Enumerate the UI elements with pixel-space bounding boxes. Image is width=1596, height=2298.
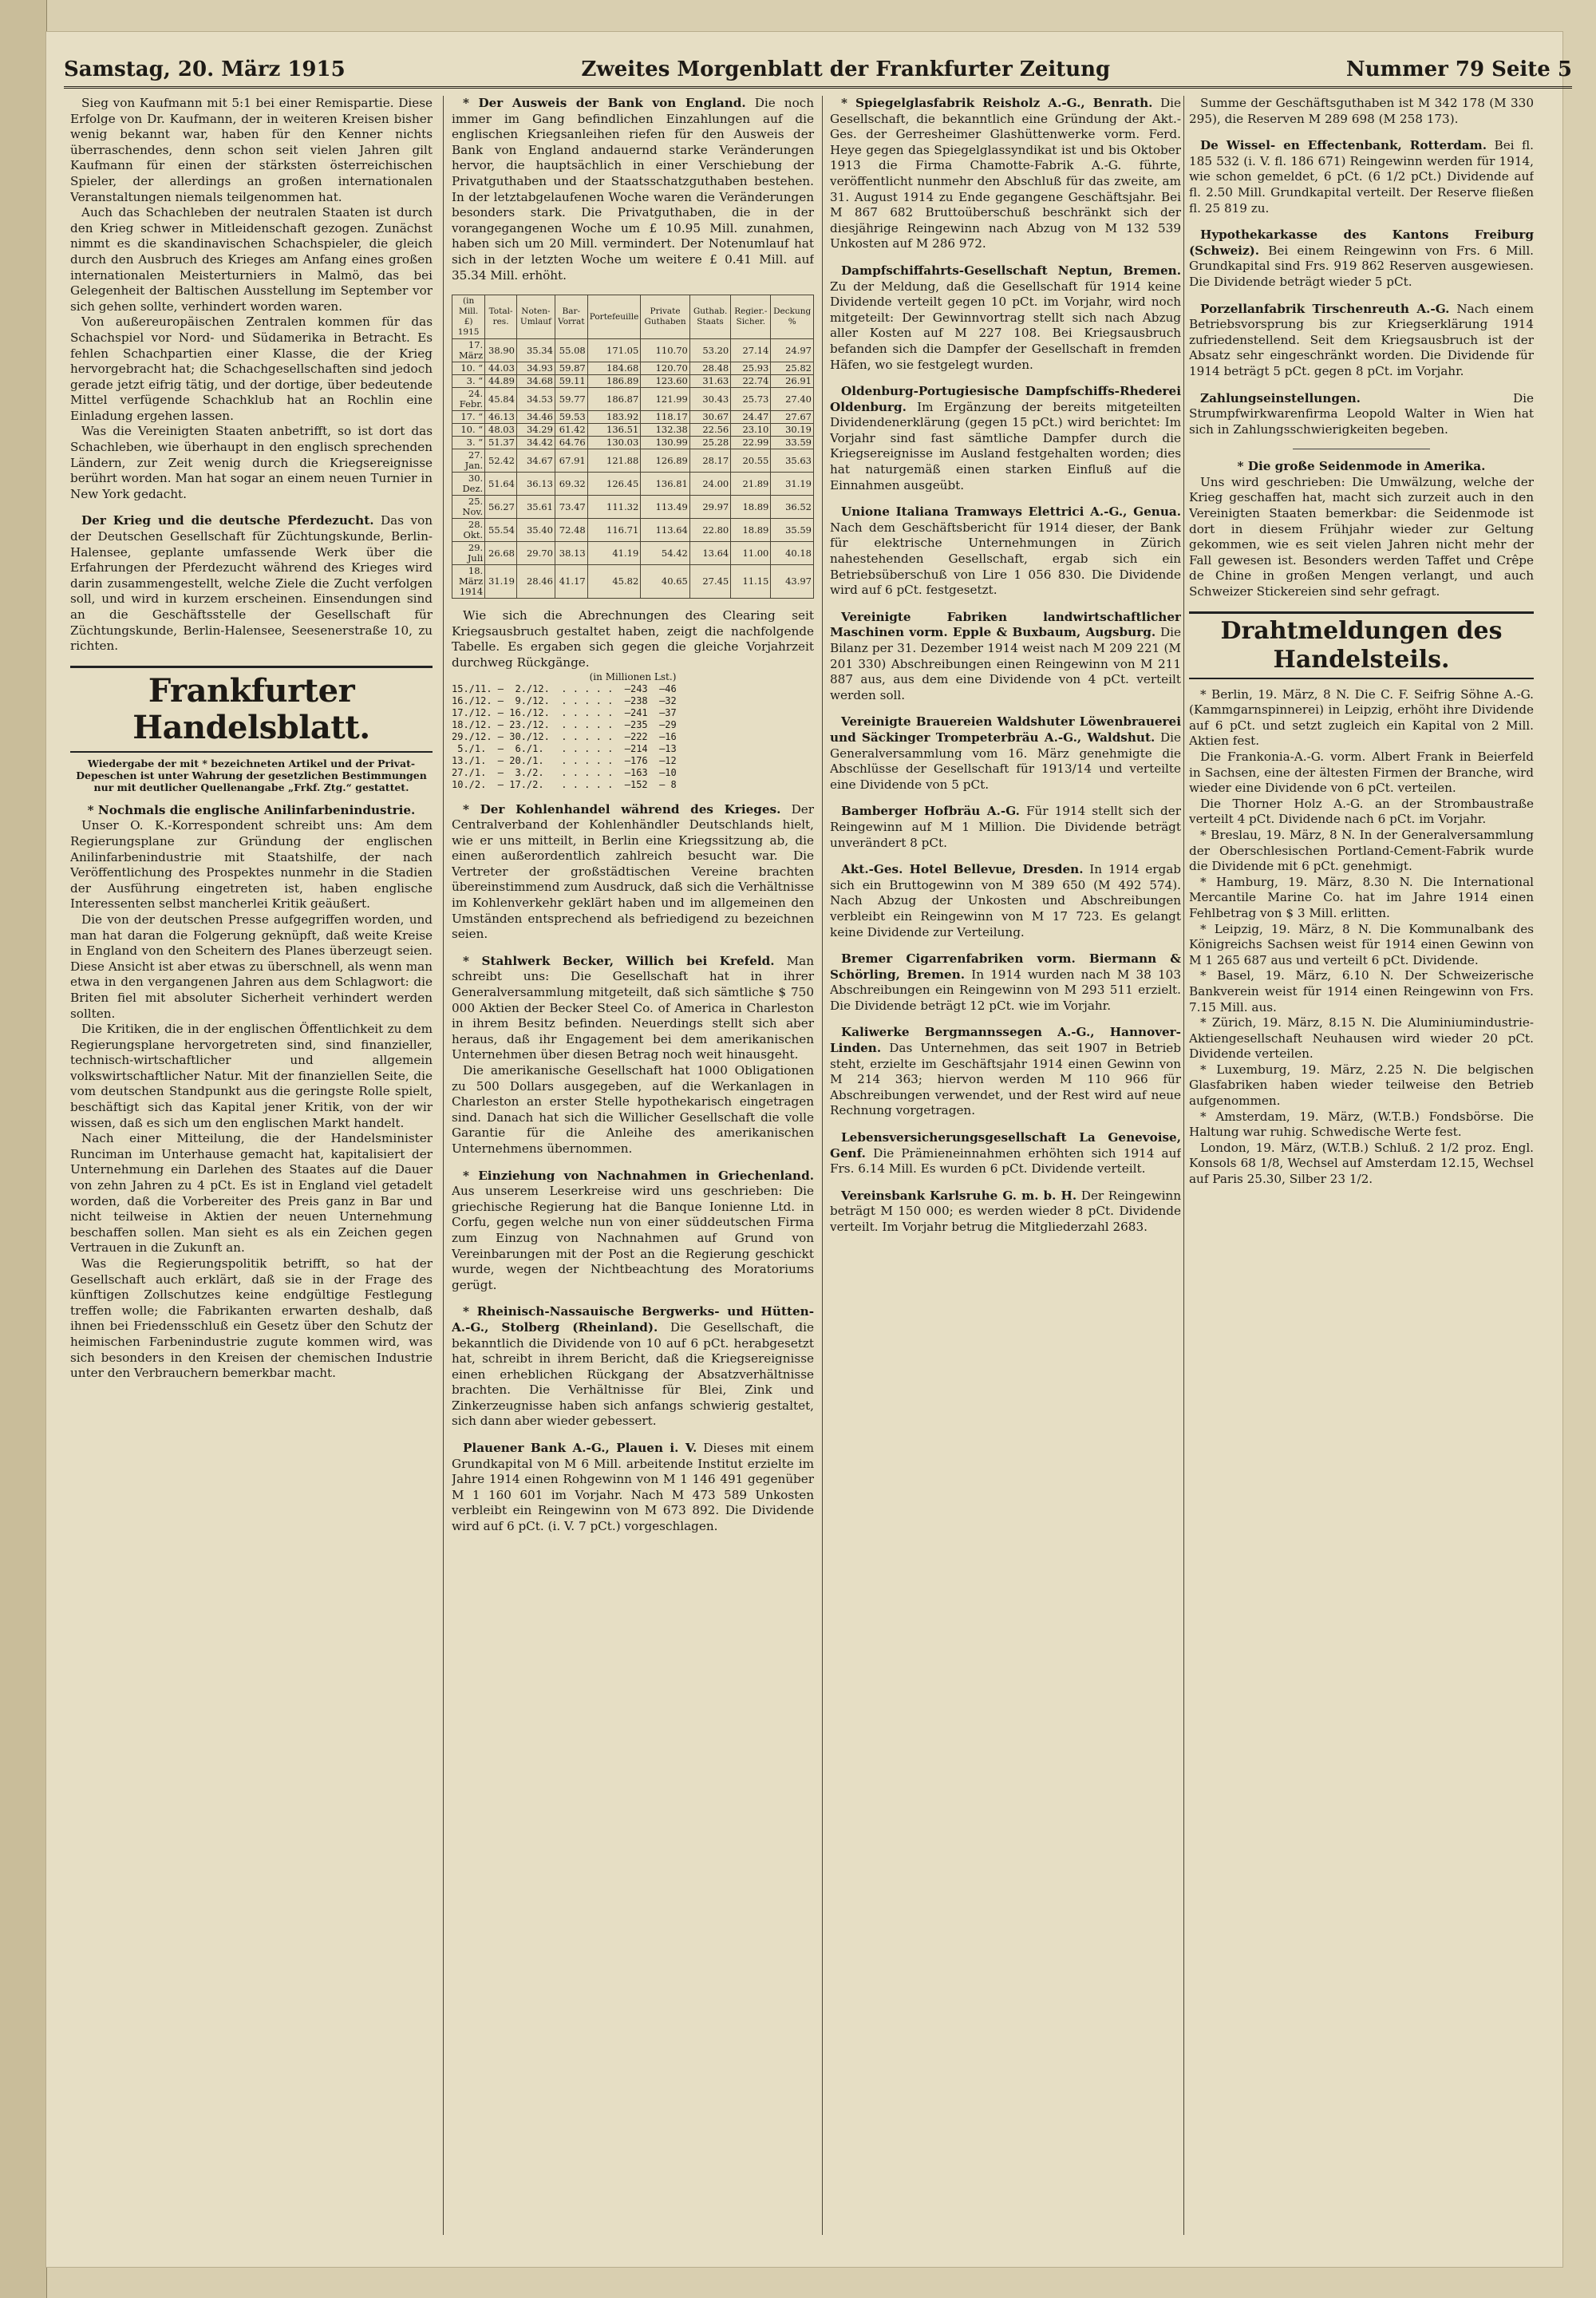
table-cell: 35.63	[771, 449, 814, 473]
wire-item: * Breslau, 19. März, 8 N. In der Generalversammlung der Oberschlesischen Portland-Cement-Fabrik wurde die Dividende mit 6 pCt. genehmigt.	[1189, 827, 1534, 874]
article-body: Die Gesellschaft, die bekanntlich die Dividende von 10 auf 6 pCt. herabgesetzt hat, schreibt in ihrem Bericht, daß die Kriegsereignisse einen erheblichen Rückgang der Absatzverhältnisse brachten. Die Verhältnisse für Blei, Zink und Zinkerzeugnisse haben sich anfangs schwierig gestaltet, sich dann aber wieder gebessert.	[452, 1319, 814, 1429]
article-body: Das von der Deutschen Gesellschaft für Züchtungskunde, Berlin-Halensee, geplante umfassende Werk über die Erfahrungen der Pferdezucht während des Krieges wird darin zusammengestellt, welche Ziele die Zucht verfolgen soll, und wird in kurzem erscheinen. Einsendungen sind an die Geschäftsstelle der Gesellschaft für Züchtungskunde, Berlin-Halensee, Seesenerstraße 10, zu richten.	[70, 513, 433, 654]
table-cell: 40.18	[771, 542, 814, 565]
table-cell: 51.37	[485, 437, 517, 449]
article-lead: Lebensversicherungsgesellschaft La Genevoise, Genf.	[830, 1130, 1181, 1161]
spiegelglas-article	[830, 96, 1181, 252]
table-cell: 11.15	[731, 565, 771, 599]
table-cell: 126.89	[641, 449, 690, 473]
article-lead: Vereinsbank Karlsruhe G. m. b. H.	[841, 1188, 1077, 1203]
table-cell: 30. Dez.	[452, 473, 485, 496]
article-body: Zu der Meldung, daß die Gesellschaft für 1914 keine Dividende verteilt gegen 10 pCt. im Vorjahr, wird noch mitgeteilt: Der Gewinnvortrag stellt sich nach Abzug aller Kosten auf M 227 108. Bei Kriegsausbruch befanden sich die Dampfer der Gesellschaft in fremden Häfen, wo sie festgelegt wurden.	[830, 279, 1181, 372]
clearing-article	[452, 608, 814, 790]
wire-item: * Zürich, 19. März, 8.15 N. Die Aluminiumindustrie-Aktiengesellschaft Neuhausen wird wieder 20 pCt. Dividende verteilen.	[1189, 1015, 1534, 1062]
table-cell: 59.11	[555, 375, 587, 388]
article-lead: Oldenburg-Portugiesische Dampfschiffs-Rhederei Oldenburg.	[830, 384, 1181, 414]
table-cell: 27.45	[689, 565, 730, 599]
wire-item: London, 19. März, (W.T.B.) Schluß. 2 1/2 proz. Engl. Konsols 68 1/8, Wechsel auf Amsterdam 12.15, Wechsel auf Paris 25.30, Silber 23 1/2.	[1189, 1140, 1534, 1187]
seide-article	[1189, 459, 1534, 599]
unione-article	[830, 504, 1181, 599]
table-cell: 44.03	[485, 362, 517, 375]
article-lead: * Stahlwerk Becker, Willich bei Krefeld.	[463, 953, 775, 968]
table-cell: 59.53	[555, 411, 587, 424]
table-cell: 25. Nov.	[452, 496, 485, 519]
article-body: Die Strumpfwirkwarenfirma Leopold Walter in Wien hat sich in Zahlungsschwierigkeiten begeben.	[1189, 390, 1534, 437]
table-cell: 116.71	[587, 519, 641, 542]
article-body: In 1914 wurden nach M 38 103 Abschreibungen ein Reingewinn von M 293 511 erzielt. Die Dividende beträgt 12 pCt. wie im Vorjahr.	[830, 967, 1181, 1013]
table-cell: 3. “	[452, 375, 485, 388]
article-body: Für 1914 stellt sich der Reingewinn auf M 1 Million. Die Dividende beträgt unverändert 8 pCt.	[830, 804, 1181, 850]
article-body: Das Unternehmen, das seit 1907 in Betrieb steht, erzielte im Geschäftsjahr 1914 einen Gewinn von M 214 363; hiervon werden M 110 966 für Abschreibungen verwendet, und der Rest wird auf neue Rechnung vorgetragen.	[830, 1041, 1181, 1118]
table-cell: 27.67	[771, 411, 814, 424]
paragraph: Die von der deutschen Presse aufgegriffen worden, und man hat daran die Folgerung geknüpft, daß weite Kreise in England von den Scheitern des Planes überzeugt seien. Diese Ansicht ist aber etwas zu überschnell, als wenn man etwa in den vergangenen Jahren aus dem Schlagwort: die Briten fiel mit absoluter Sicherheit verhindert werden sollten.	[70, 912, 433, 1021]
table-cell: 67.91	[555, 449, 587, 473]
column-rule	[1183, 96, 1184, 2235]
table-cell: 34.67	[516, 449, 555, 473]
table-cell: 73.47	[555, 496, 587, 519]
article-body: Der Centralverband der Kohlenhändler Deutschlands hielt, wie er uns mitteilt, in Berlin eine Kriegssitzung ab, die einen außerordentlich zahlreich besucht war. Die Vertreter der großstädtischen Vereine brachten übereinstimmend zum Ausdruck, daß sich die Verhältnisse im Kohlenverkehr geklärt haben und im allgemeinen den Umständen entsprechend als befriedigend zu bezeichnen seien.	[452, 801, 814, 942]
zahlung-article	[1189, 391, 1534, 438]
table-cell: 41.17	[555, 565, 587, 599]
table-cell: 126.45	[587, 473, 641, 496]
table-row	[452, 339, 814, 362]
genevoise-article	[830, 1130, 1181, 1177]
table-cell: 31.19	[485, 565, 517, 599]
article-body: Aus unserem Leserkreise wird uns geschrieben: Die griechische Regierung hat die Banque Ionienne Ltd. in Corfu, gegen welche nun von einer süddeutschen Firma zum Einzug von Nachnahmen auf Grund von Vereinbarungen mit der Post an die Regierung geschickt wurde, wegen der Nichtbeachtung des Moratoriums gerügt.	[452, 1184, 814, 1292]
clearing-table: 15./11. — 2./12. . . . . . —243 —46 16./12. — 9./12. . . . . . —238 —32 17./12. — 16./12. . . . . . —241 —37 18./12. — 23./12. . . . . . —235 —29 29./12. — 30./12. . . . . . —222 —16 5./1. — 6./1. . . . . . —214 —13 13./1. — 20./1. . . . . . —176 —12 27./1. — 3./2. . . . . . —163 —10 10./2. — 17./2. . . . . . —152 — 8	[452, 682, 677, 790]
table-cell: 72.48	[555, 519, 587, 542]
table-cell: 28. Okt.	[452, 519, 485, 542]
table-cell: 27.14	[731, 339, 771, 362]
bank-of-england-article	[452, 96, 814, 283]
coal-article	[452, 802, 814, 943]
table-cell: 24.97	[771, 339, 814, 362]
article-lead: De Wissel- en Effectenbank, Rotterdam.	[1200, 138, 1487, 153]
table-cell: 136.51	[587, 424, 641, 437]
table-cell: 45.84	[485, 388, 517, 411]
table-cell: 52.42	[485, 449, 517, 473]
article-body: Bei fl. 185 532 (i. V. fl. 186 671) Reingewinn werden für 1914, wie schon gemeldet, 6 pCt. (6 1/2 pCt.) Dividende auf fl. 2.50 Mill. Grundkapital verteilt. Der Reserve fließen fl. 25 819 zu.	[1189, 138, 1534, 216]
bremer-article	[830, 951, 1181, 1014]
article-lead: Hypothekarkasse des Kantons Freiburg (Schweiz).	[1189, 227, 1534, 258]
column-rule	[443, 96, 444, 2235]
paragraph: Wie sich die Abrechnungen des Clearing seit Kriegsausbruch gestaltet haben, zeigt die nachfolgende Tabelle. Es ergaben sich gegen die gleiche Vorjahrzeit durchweg Rückgänge.	[452, 608, 814, 670]
table-cell: 38.90	[485, 339, 517, 362]
article-lead: Unione Italiana Tramways Elettrici A.-G., Genua.	[841, 504, 1181, 520]
table-cell: 24.00	[689, 473, 730, 496]
table-cell: 24. Febr.	[452, 388, 485, 411]
article-body: Dieses mit einem Grundkapital von M 6 Mill. arbeitende Institut erzielte im Jahre 1914 einen Rohgewinn von M 1 146 491 gegenüber M 1 160 601 im Vorjahr. Nach M 473 589 Unkosten verbleibt ein Reingewinn von M 673 892. Die Dividende wird auf 6 pCt. (i. V. 7 pCt.) vorgeschlagen.	[452, 1441, 814, 1534]
table-cell: 29. Juli	[452, 542, 485, 565]
table-cell: 121.88	[587, 449, 641, 473]
paragraph: Unser O. K.-Korrespondent schreibt uns: Am dem Regierungsplane zur Gründung der englischen Anilinfarbenindustrie mit Staatshilfe, der nach Veröffentlichung des Prospektes nunmehr in die Stadien der Ausführung eingetreten ist, haben englische Interessenten selbst mancherlei Kritik geäußert.	[70, 818, 433, 912]
page-header	[64, 46, 1572, 89]
table-cell: 21.89	[731, 473, 771, 496]
table-cell: 25.28	[689, 437, 730, 449]
table-cell: 27.40	[771, 388, 814, 411]
table-cell: 38.13	[555, 542, 587, 565]
table-header: Portefeuille	[587, 295, 641, 339]
article-body: Im Ergänzung der bereits mitgeteilten Dividendenerklärung (gegen 15 pCt.) wird berichtet: Im Vorjahr sind fast sämtliche Dampfer durch die Kriegsereignisse im Ausland festgehalten worden; dies hat naturgemäß einen starken Einfluß auf die Einnahmen ausgeübt.	[830, 399, 1181, 492]
table-cell: 130.03	[587, 437, 641, 449]
article-lead: Zahlungseinstellungen.	[1200, 390, 1361, 405]
article-lead: Vereinigte Fabriken landwirtschaftlicher Maschinen vorm. Epple & Buxbaum, Augsburg.	[830, 609, 1181, 640]
table-cell: 51.64	[485, 473, 517, 496]
table-header: (in Mill. £) 1915	[452, 295, 485, 339]
table-cell: 121.99	[641, 388, 690, 411]
article-headline: * Nochmals die englische Anilinfarbenindustrie.	[87, 802, 416, 817]
table-cell: 55.54	[485, 519, 517, 542]
table-row	[452, 496, 814, 519]
article-body: In 1914 ergab sich ein Bruttogewinn von M 389 650 (M 492 574). Nach Abzug der Unkosten und Abschreibungen verbleibt ein Reingewinn von M 17 723. Es gelangt keine Dividende zur Verteilung.	[830, 862, 1181, 939]
table-cell: 43.97	[771, 565, 814, 599]
wire-item: * Amsterdam, 19. März, (W.T.B.) Fondsbörse. Die Haltung war ruhig. Schwedische Werte fest.	[1189, 1109, 1534, 1140]
article-lead: Kaliwerke Bergmannssegen A.-G., Hannover-Linden.	[830, 1025, 1181, 1056]
table-cell: 136.81	[641, 473, 690, 496]
wire-item: Die Frankonia-A.-G. vorm. Albert Frank in Beierfeld in Sachsen, eine der ältesten Firmen der Branche, wird wieder eine Dividende von 6 pCt. verteilen.	[1189, 750, 1534, 796]
table-cell: 35.40	[516, 519, 555, 542]
table-cell: 35.34	[516, 339, 555, 362]
waldshut-article	[830, 714, 1181, 793]
article-lead: Akt.-Ges. Hotel Bellevue, Dresden.	[841, 862, 1084, 877]
table-cell: 34.42	[516, 437, 555, 449]
table-cell: 59.77	[555, 388, 587, 411]
table-cell: 28.48	[689, 362, 730, 375]
article-body: Nach dem Geschäftsbericht für 1914 dieser, der Bank für elektrische Unternehmungen in Zürich nahestehenden Gesellschaft, ergab sich ein Betriebsüberschuß von Lire 1 056 830. Die Dividende wird auf 6 pCt. festgesetzt.	[830, 520, 1181, 598]
table-cell: 13.64	[689, 542, 730, 565]
article-body: Die Generalversammlung vom 16. März genehmigte die Abschlüsse der Gesellschaft für 1913/14 und verteilte eine Dividende von 5 pCt.	[830, 730, 1181, 792]
table-cell: 28.17	[689, 449, 730, 473]
table-cell: 69.32	[555, 473, 587, 496]
table-row	[452, 411, 814, 424]
paragraph: Sieg von Kaufmann mit 5:1 bei einer Remispartie. Diese Erfolge von Dr. Kaufmann, der in weiteren Kreisen bisher wenig bekannt war, haben für den Kenner nichts überraschendes, denn schon seit vielen Jahren gilt Kaufmann für einen der stärksten österreichischen Spieler, der allerdings an großen internationalen Veranstaltungen niemals teilgenommen hat.	[70, 96, 433, 204]
table-cell: 40.65	[641, 565, 690, 599]
wire-reports	[1189, 687, 1534, 1188]
table-row	[452, 362, 814, 375]
table-cell: 30.67	[689, 411, 730, 424]
wire-item: Die Thorner Holz A.-G. an der Strombaustraße verteilt 4 pCt. Dividende nach 6 pCt. im Vorjahr.	[1189, 796, 1534, 827]
article-lead: * Der Kohlenhandel während des Krieges.	[463, 801, 781, 817]
table-cell: 31.19	[771, 473, 814, 496]
header-title: Zweites Morgenblatt der Frankfurter Zeitung	[581, 57, 1111, 81]
table-cell: 184.68	[587, 362, 641, 375]
table-row	[452, 388, 814, 411]
table-cell: 18. März 1914	[452, 565, 485, 599]
article-body: Bei einem Reingewinn von Frs. 6 Mill. Grundkapital sind Frs. 919 862 Reserven ausgewiesen. Die Dividende beträgt wieder 5 pCt.	[1189, 243, 1534, 289]
table-row	[452, 424, 814, 437]
table-header: Deckung %	[771, 295, 814, 339]
wire-item: * Leipzig, 19. März, 8 N. Die Kommunalbank des Königreichs Sachsen weist für 1914 einen Gewinn von M 1 265 687 aus und verteilt 6 pCt. Dividende.	[1189, 921, 1534, 967]
binding-edge	[0, 0, 47, 2298]
table-cell: 25.82	[771, 362, 814, 375]
table-cell: 30.43	[689, 388, 730, 411]
table-cell: 22.80	[689, 519, 730, 542]
porzellan-article	[1189, 302, 1534, 380]
column-2	[452, 96, 814, 2235]
table-cell: 132.38	[641, 424, 690, 437]
table-cell: 111.32	[587, 496, 641, 519]
table-cell: 64.76	[555, 437, 587, 449]
table-cell: 17. März	[452, 339, 485, 362]
table-cell: 45.82	[587, 565, 641, 599]
wire-reports-title: Drahtmeldungen des Handelsteils.	[1189, 611, 1534, 679]
greece-article	[452, 1169, 814, 1294]
article-lead: Plauener Bank A.-G., Plauen i. V.	[463, 1441, 697, 1456]
horse-breeding-note	[70, 513, 433, 654]
article-lead: Porzellanfabrik Tirschenreuth A.-G.	[1200, 301, 1450, 316]
table-cell: 36.13	[516, 473, 555, 496]
summe-note	[1189, 96, 1534, 127]
table-header: Noten-Umlauf	[516, 295, 555, 339]
table-header: Regier.-Sicher.	[731, 295, 771, 339]
column-3	[830, 96, 1181, 2235]
table-cell: 30.19	[771, 424, 814, 437]
table-cell: 118.17	[641, 411, 690, 424]
table-cell: 48.03	[485, 424, 517, 437]
table-header: Bar-Vorrat	[555, 295, 587, 339]
table-cell: 36.52	[771, 496, 814, 519]
table-cell: 183.92	[587, 411, 641, 424]
table-row	[452, 565, 814, 599]
header-page-number: Nummer 79 Seite 5	[1345, 57, 1572, 81]
bank-table	[452, 295, 814, 599]
aniline-article	[70, 803, 433, 1382]
article-body: Der Reingewinn beträgt M 150 000; es werden wieder 8 pCt. Dividende verteilt. Im Vorjahr betrug die Mitgliederzahl 2683.	[830, 1188, 1181, 1234]
table-cell: 34.68	[516, 375, 555, 388]
table-cell: 54.42	[641, 542, 690, 565]
table-cell: 113.49	[641, 496, 690, 519]
table-cell: 27. Jan.	[452, 449, 485, 473]
paragraph: Was die Vereinigten Staaten anbetrifft, so ist dort das Schachleben, wie überhaupt in den englisch sprechenden Ländern, zur Zeit wenig durch die Kriegsereignisse berührt worden. Man hat sogar an einem neuen Turnier in New York gedacht.	[70, 424, 433, 501]
table-cell: 59.87	[555, 362, 587, 375]
table-header: Total-res.	[485, 295, 517, 339]
table-cell: 34.53	[516, 388, 555, 411]
table-cell: 61.42	[555, 424, 587, 437]
table-cell: 113.64	[641, 519, 690, 542]
article-lead: Bremer Cigarrenfabriken vorm. Biermann & Schörling, Bremen.	[830, 951, 1181, 982]
table-cell: 171.05	[587, 339, 641, 362]
wire-item: * Basel, 19. März, 6.10 N. Der Schweizerische Bankverein weist für 1914 einen Reingewinn von Frs. 7.15 Mill. aus.	[1189, 968, 1534, 1015]
kaliwerke-article	[830, 1025, 1181, 1119]
bamberg-article	[830, 804, 1181, 851]
paragraph: Von außereuropäischen Zentralen kommen für das Schachspiel vor Nord- und Südamerika in Betracht. Es fehlen Schachpartien einer Klasse, die der Krieg hervorgebracht hat; die Schachgesellschaften sind jedoch gerade jetzt eifrig tätig, und der dortige, über bedeutende Mittel verfügende Schachklub hat an Rochlin eine Einladung ergehen lassen.	[70, 314, 433, 423]
table-cell: 22.74	[731, 375, 771, 388]
table-cell: 120.70	[641, 362, 690, 375]
table-header: Guthab. Staats	[689, 295, 730, 339]
table-cell: 18.89	[731, 496, 771, 519]
article-lead: Dampfschiffahrts-Gesellschaft Neptun, Bremen.	[841, 263, 1181, 278]
table-cell: 22.99	[731, 437, 771, 449]
wire-item: * Luxemburg, 19. März, 2.25 N. Die belgischen Glasfabriken haben wieder teilweise den Betrieb aufgenommen.	[1189, 1062, 1534, 1109]
article-body: Nach einem Betriebsvorsprung bis zur Kriegserklärung 1914 zufriedenstellend. Seit dem Kriegsausbruch ist der Absatz sehr eingeschränkt worden. Die Dividende für 1914 beträgt 5 pCt. gegen 8 pCt. im Vorjahr.	[1189, 301, 1534, 378]
hypothekarkasse-article	[1189, 227, 1534, 290]
neptun-article	[830, 263, 1181, 373]
table-cell: 3. “	[452, 437, 485, 449]
article-body: Man schreibt uns: Die Gesellschaft hat in ihrer Generalversammlung mitgeteilt, daß sich sämtliche $ 750 000 Aktien der Becker Steel Co. of America in Charleston in ihrem Besitz befinden. Neuerdings stellt sich aber heraus, daß ihr Engagement bei dem amerikanischen Unternehmen über diesen Betrag noch weit hinausgeht.	[452, 953, 814, 1062]
table-cell: 56.27	[485, 496, 517, 519]
table-row	[452, 473, 814, 496]
column-1	[70, 96, 433, 2235]
article-lead: * Der Ausweis der Bank von England.	[463, 96, 746, 110]
table-cell: 10. “	[452, 362, 485, 375]
table-cell: 44.89	[485, 375, 517, 388]
section-title: Frankfurter Handelsblatt.	[70, 666, 433, 753]
paragraph: Die amerikanische Gesellschaft hat 1000 Obligationen zu 500 Dollars ausgegeben, auf die Werkanlagen in Charleston an erster Stelle hypothekarisch eingetragen sind. Danach hat sich die Willicher Gesellschaft die volle Garantie für die Anleihe des amerikanischen Unternehmens übernommen.	[452, 1063, 814, 1156]
paragraph: Auch das Schachleben der neutralen Staaten ist durch den Krieg schwer in Mitleidenschaft gezogen. Zunächst nimmt es die skandinavischen Schachspieler, die gleich durch den Ausbruch des Krieges am Anfang eines großen internationalen Meisterturniers in Malmö, das bei Gelegenheit der Baltischen Ausstellung im September vor sich gehen sollte, verhindert worden waren.	[70, 205, 433, 314]
article-lead: Bamberger Hofbräu A.-G.	[841, 804, 1020, 819]
paragraph: Uns wird geschrieben: Die Umwälzung, welche der Krieg geschaffen hat, macht sich zurzeit auch in den Vereinigten Staaten bemerkbar: die Seidenmode ist dort in diesem Frühjahr wieder zur Geltung gekommen, wie es seit vielen Jahren nicht mehr der Fall gewesen ist. Besonders werden Taffet und Crêpe de Chine in großen Mengen verlangt, und auch Schweizer Stickereien sind sehr gefragt.	[1189, 474, 1534, 599]
paragraph: Was die Regierungspolitik betrifft, so hat der Gesellschaft auch erklärt, daß sie in der Frage des künftigen Zollschutzes keine endgültige Festlegung treffen wolle; die Fabrikanten erwarten deshalb, daß ihnen bei Friedensschluß ein Gesetz über den Schutz der heimischen Farbenindustrie zugute kommen wird, was sich besonders in den Kreisen der chemischen Industrie unter den Verbrauchern bemerkbar macht.	[70, 1256, 433, 1381]
table-cell: 34.46	[516, 411, 555, 424]
paragraph: Nach einer Mitteilung, die der Handelsminister Runciman im Unterhause gemacht hat, kapitalisiert der Unternehmung ein Darlehen des Staates auf die Dauer von zehn Jahren zu 4 pCt. Es ist in England viel getadelt worden, daß die Vorbereiter des Preis ganz in Bar und nicht teilweise in Aktien der neuen Unternehmung beschaffen sollen. Man sieht es als ein Zeichen gegen Vertrauen in die Zukunft an.	[70, 1131, 433, 1256]
article-lead: Vereinigte Brauereien Waldshuter Löwenbrauerei und Säckinger Trompeterbräu A.-G., Waldshut.	[830, 714, 1181, 745]
article-lead: * Spiegelglasfabrik Reisholz A.-G., Benrath.	[841, 96, 1153, 110]
table-cell: 29.70	[516, 542, 555, 565]
dresden-article	[830, 862, 1181, 940]
table-cell: 41.19	[587, 542, 641, 565]
article-lead: * Einziehung von Nachnahmen in Griechenland.	[463, 1168, 814, 1183]
table-cell: 186.87	[587, 388, 641, 411]
table-cell: 53.20	[689, 339, 730, 362]
header-date: Samstag, 20. März 1915	[64, 57, 346, 81]
paragraph: Summe der Geschäftsguthaben ist M 342 178 (M 330 295), die Reserven M 289 698 (M 258 173).	[1189, 96, 1534, 126]
article-body: Die Prämieneinnahmen erhöhten sich 1914 auf Frs. 6.14 Mill. Es wurden 6 pCt. Dividende verteilt.	[830, 1145, 1181, 1177]
table-cell: 46.13	[485, 411, 517, 424]
column-rule	[822, 96, 823, 2235]
article-lead: * Rheinisch-Nassauische Bergwerks- und Hütten-A.-G., Stolberg (Rheinland).	[452, 1304, 814, 1335]
oldenburg-article	[830, 384, 1181, 493]
rheinisch-article	[452, 1304, 814, 1430]
table-cell: 28.46	[516, 565, 555, 599]
article-lead: Der Krieg und die deutsche Pferdezucht.	[81, 513, 374, 528]
vereinsbank-article	[830, 1189, 1181, 1236]
table-cell: 20.55	[731, 449, 771, 473]
table-row	[452, 449, 814, 473]
article-body: Die Gesellschaft, die bekanntlich eine Gründung der Akt.-Ges. der Gerresheimer Glashüttenwerke vorm. Ferd. Heye gegen das Spiegelglassyndikat ist und bis Oktober 1913 die Firma Chamotte-Fabrik A.-G. führte, veröffentlicht nunmehr den Abschluß für das zweite, am 31. August 1914 zu Ende gegangene Geschäftsjahr. Bei M 867 682 Bruttoüberschuß beschränkt sich der diesjährige Reingewinn nach Abzug von M 132 539 Unkosten auf M 286 972.	[830, 96, 1181, 251]
section-subtitle: Wiedergabe der mit * bezeichneten Artikel und der Privat-Depeschen ist unter Wahrung der gesetzlichen Bestimmungen nur mit deutlicher Quellenangabe „Frkf. Ztg.“ gestattet.	[76, 757, 427, 793]
wire-item: * Berlin, 19. März, 8 N. Die C. F. Seifrig Söhne A.-G. (Kammgarnspinnerei) in Leipzig, erhöht ihre Dividende auf 6 pCt. und setzt zugleich ein Kapital von 2 Mill. Aktien fest.	[1189, 686, 1534, 749]
table-row	[452, 519, 814, 542]
table-row	[452, 375, 814, 388]
table-caption: (in Millionen Lst.)	[589, 670, 677, 682]
article-headline: * Die große Seidenmode in Amerika.	[1237, 459, 1486, 474]
plauen-article	[452, 1441, 814, 1535]
article-body: Die Bilanz per 31. Dezember 1914 weist nach M 209 221 (M 201 330) Abschreibungen einen Reingewinn von M 211 887 aus, aus dem eine Dividende von 4 pCt. verteilt werden soll.	[830, 625, 1181, 702]
column-4	[1189, 96, 1534, 2235]
table-cell: 31.63	[689, 375, 730, 388]
table-cell: 25.73	[731, 388, 771, 411]
table-cell: 29.97	[689, 496, 730, 519]
table-cell: 10. “	[452, 424, 485, 437]
table-row	[452, 437, 814, 449]
paragraph: Die Kritiken, die in der englischen Öffentlichkeit zu dem Regierungsplane hervorgetreten sind, sind finanzieller, technisch-wirtschaftlicher und allgemein volkswirtschaftlicher Natur. Mit der finanziellen Seite, die vom deutschen Standpunkt aus die geringste Rolle spielt, beschäftigt sich das Kapital jener Kritik, von der wir wissen, daß es sich um den englischen Markt handelt.	[70, 1022, 433, 1130]
table-row	[452, 542, 814, 565]
chess-article	[70, 96, 433, 502]
table-cell: 123.60	[641, 375, 690, 388]
table-cell: 34.93	[516, 362, 555, 375]
table-cell: 186.89	[587, 375, 641, 388]
stahlwerk-article	[452, 954, 814, 1157]
table-cell: 34.29	[516, 424, 555, 437]
table-cell: 26.91	[771, 375, 814, 388]
table-header: Private Guthaben	[641, 295, 690, 339]
article-body: Die noch immer im Gang befindlichen Einzahlungen auf die englischen Kriegsanleihen riefen für den Ausweis der Bank von England andauernd starke Veränderungen hervor, die hauptsächlich in einer Verschiebung der Privatguthaben und der Staatsschatzguthaben bestehen. In der letztabgelaufenen Woche waren die Veränderungen besonders stark. Die Privatguthaben, die in der vorangegangenen Woche um £ 10.95 Mill. zunahmen, haben sich um 20 Mill. vermindert. Der Notenumlauf hat sich in der letzten Woche um weitere £ 0.41 Mill. auf 35.34 Mill. erhöht.	[452, 96, 814, 283]
table-cell: 55.08	[555, 339, 587, 362]
table-cell: 24.47	[731, 411, 771, 424]
table-cell: 26.68	[485, 542, 517, 565]
table-cell: 110.70	[641, 339, 690, 362]
table-cell: 33.59	[771, 437, 814, 449]
table-cell: 35.61	[516, 496, 555, 519]
table-cell: 17. “	[452, 411, 485, 424]
table-cell: 23.10	[731, 424, 771, 437]
wire-item: * Hamburg, 19. März, 8.30 N. Die International Mercantile Marine Co. hat im Jahre 1914 einen Fehlbetrag von $ 3 Mill. erlitten.	[1189, 874, 1534, 920]
table-cell: 130.99	[641, 437, 690, 449]
table-cell: 18.89	[731, 519, 771, 542]
table-cell: 11.00	[731, 542, 771, 565]
table-cell: 25.93	[731, 362, 771, 375]
table-cell: 22.56	[689, 424, 730, 437]
epple-article	[830, 610, 1181, 704]
table-cell: 35.59	[771, 519, 814, 542]
wissel-article	[1189, 138, 1534, 216]
